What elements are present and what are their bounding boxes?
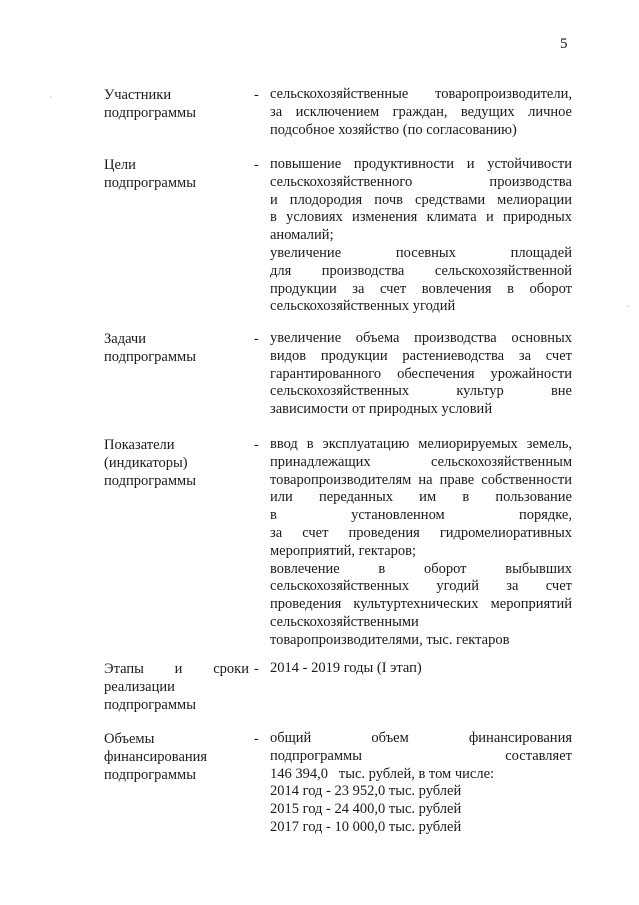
section-dash: - — [254, 731, 259, 747]
value-line: сельскохозяйственные товаропроизводители, — [270, 86, 572, 102]
value-line: 2014 - 2019 годы (I этап) — [270, 660, 422, 676]
value-line: 146 394,0 тыс. рублей, в том числе: — [270, 765, 495, 782]
value-line: сельскохозяйственных угодий за счет — [270, 578, 572, 595]
value-line: или переданных им в пользование — [270, 489, 572, 506]
section-label — [104, 730, 249, 784]
section-label — [104, 156, 249, 192]
section-dash: - — [254, 331, 259, 347]
label-line: подпрограммы — [104, 105, 196, 121]
scan-speck — [627, 306, 628, 307]
label-line: Задачи — [104, 331, 146, 347]
section-dash: - — [254, 437, 259, 453]
value-line: мероприятий, гектаров; — [270, 542, 417, 559]
value-line: ввод в эксплуатацию мелиорируемых земель, — [270, 436, 572, 452]
label-line: Цели — [104, 157, 136, 173]
label-line: Объемы — [104, 731, 155, 747]
value-line: сельскохозяйственными — [270, 613, 419, 630]
label-line: подпрограммы — [104, 349, 196, 365]
section-value — [270, 330, 572, 419]
value-line: принадлежащих сельскохозяйственным — [270, 453, 572, 470]
value-line: 2014 год - 23 952,0 тыс. рублей — [270, 783, 462, 800]
value-line: гарантированного обеспечения урожайности — [270, 365, 572, 382]
value-line: зависимости от природных условий — [270, 401, 493, 418]
section-dash: - — [254, 87, 259, 103]
value-line: видов продукции растениеводства за счет — [270, 347, 572, 364]
value-line: для производства сельскохозяйственной — [270, 262, 572, 279]
label-line: (индикаторы) — [104, 455, 188, 471]
value-line: в условиях изменения климата и природных — [270, 209, 572, 226]
label-line: Показатели — [104, 437, 175, 453]
label-line: подпрограммы — [104, 767, 196, 783]
section-dash: - — [254, 157, 259, 173]
value-line: 2015 год - 24 400,0 тыс. рублей — [270, 801, 462, 818]
value-line: в установленном порядке, — [270, 507, 572, 524]
value-line: сельскохозяйственного производства — [270, 173, 572, 190]
section-value — [270, 436, 572, 650]
label-line: Этапы и сроки — [104, 661, 249, 677]
scan-speck — [50, 96, 51, 97]
value-line: и плодородия почв средствами мелиорации — [270, 191, 572, 208]
section-value — [270, 156, 572, 316]
label-line: финансирования — [104, 749, 208, 765]
section-label — [104, 330, 249, 366]
value-line: товаропроизводителями, тыс. гектаров — [270, 631, 510, 648]
section-label — [104, 86, 249, 122]
value-line: подпрограммы составляет — [270, 747, 572, 764]
label-line: подпрограммы — [104, 175, 196, 191]
label-line: Участники — [104, 87, 172, 103]
section-label — [104, 436, 249, 490]
value-line: сельскохозяйственных угодий — [270, 298, 456, 315]
value-line: увеличение объема производства основных — [270, 330, 572, 346]
value-line: за счет проведения гидромелиоративных — [270, 524, 572, 541]
label-line: подпрограммы — [104, 473, 196, 489]
value-line: увеличение посевных площадей — [270, 244, 572, 261]
value-line: подсобное хозяйство (по согласованию) — [270, 121, 517, 138]
section-value — [270, 86, 572, 139]
value-line: за исключением граждан, ведущих личное — [270, 103, 572, 120]
section-value — [270, 730, 572, 837]
value-line: 2017 год - 10 000,0 тыс. рублей — [270, 818, 462, 835]
section-value — [270, 660, 572, 678]
section-dash: - — [254, 661, 259, 677]
label-line: реализации — [104, 679, 175, 695]
page-number: 5 — [560, 36, 568, 52]
label-line: подпрограммы — [104, 697, 196, 713]
value-line: проведения культуртехнических мероприятий — [270, 596, 572, 613]
value-line: продукции за счет вовлечения в оборот — [270, 280, 572, 297]
value-line: вовлечение в оборот выбывших — [270, 560, 572, 577]
value-line: аномалий; — [270, 227, 334, 244]
value-line: сельскохозяйственных культур вне — [270, 383, 572, 400]
value-line: товаропроизводителям на праве собственности — [270, 471, 572, 488]
section-label — [104, 660, 249, 714]
value-line: общий объем финансирования — [270, 730, 572, 746]
value-line: повышение продуктивности и устойчивости — [270, 156, 572, 172]
